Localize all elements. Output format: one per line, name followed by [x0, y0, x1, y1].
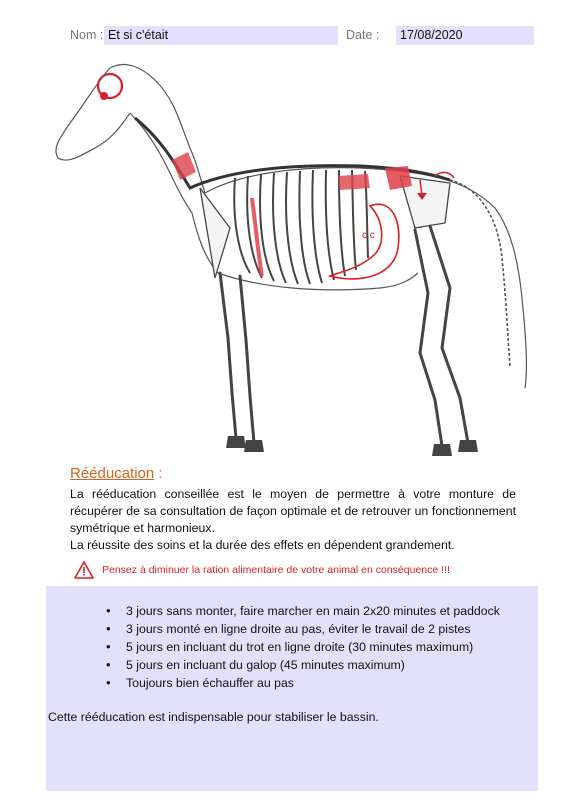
lumbar-highlight [338, 174, 370, 190]
plan-item: • 5 jours en incluant du trot en ligne droite (30 minutes maximum) [106, 638, 500, 656]
date-field[interactable]: 17/08/2020 [396, 26, 534, 45]
reeducation-paragraph-1: La rééducation conseillée est le moyen de permettre à votre monture de récupérer de sa consultation de façon optimale et de retrouver un fonctionnement symétrique et harmonieux. [70, 487, 516, 535]
poll-highlight-dot [100, 92, 108, 100]
reeducation-paragraph-2: La réussite des soins et la durée des effets en dépendent grandement. [70, 538, 455, 552]
warning-text: Pensez à diminuer la ration alimentaire de votre animal en conséquence !!! [102, 564, 450, 576]
reeducation-title-suffix: : [154, 465, 163, 482]
reeducation-title-text: Rééducation [70, 465, 155, 482]
scapula [200, 188, 230, 278]
plan-item: • Toujours bien échauffer au pas [106, 674, 500, 692]
plan-item: • 5 jours en incluant du galop (45 minutes maximum) [106, 656, 500, 674]
plan-closing-text: Cette rééducation est indispensable pour stabiliser le bassin. [48, 710, 379, 724]
warning-triangle-icon [74, 561, 94, 579]
reeducation-title [70, 465, 163, 482]
horse-skeleton-illustration [40, 48, 540, 463]
abdomen-annotation-label: c c [362, 230, 375, 241]
plan-item: • 3 jours monté en ligne droite au pas, éviter le travail de 2 pistes [106, 620, 500, 638]
reeducation-body [70, 486, 516, 554]
date-label: Date : [346, 28, 380, 42]
neck-highlight [172, 152, 196, 180]
nom-label: Nom : [70, 28, 104, 42]
nom-field[interactable]: Et si c'était [104, 26, 338, 45]
legs [220, 226, 468, 446]
tail-vertebrae [450, 180, 510, 368]
sacral-highlight [385, 166, 412, 190]
plan-item: • 3 jours sans monter, faire marcher en main 2x20 minutes et paddock [106, 602, 500, 620]
plan-panel [46, 586, 538, 791]
warning-note [74, 561, 450, 579]
horse-outline [56, 64, 527, 388]
plan-list [106, 602, 500, 692]
